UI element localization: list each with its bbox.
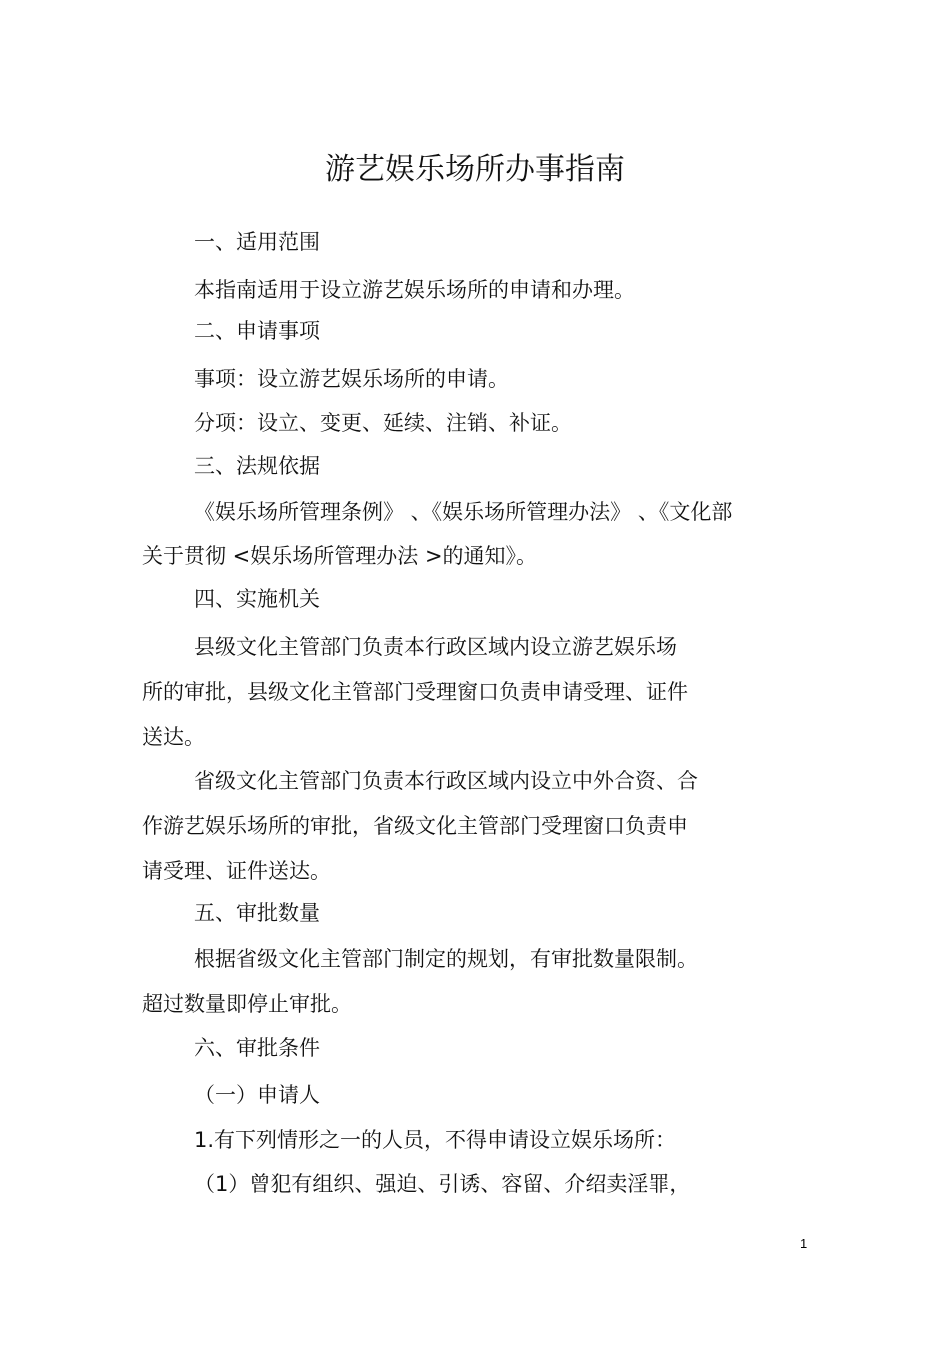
paragraph-line: 所的审批，县级文化主管部门受理窗口负责申请受理、证件 [142,680,688,704]
paragraph-line: 县级文化主管部门负责本行政区域内设立游艺娱乐场 [194,635,677,659]
paragraph-line: 根据省级文化主管部门制定的规划，有审批数量限制。 [194,947,698,971]
paragraph-line: 送达。 [142,725,205,749]
paragraph-line: （1）曾犯有组织、强迫、引诱、容留、介绍卖淫罪， [194,1172,691,1196]
paragraph-line: 《娱乐场所管理条例》 、《娱乐场所管理办法》 、《文化部 [194,500,733,524]
page-number: 1 [800,1236,808,1251]
section-heading-quantity: 五、审批数量 [194,901,320,925]
paragraph-line: 省级文化主管部门负责本行政区域内设立中外合资、合 [194,769,698,793]
document-title: 游艺娱乐场所办事指南 [325,152,625,187]
section-heading-scope: 一、适用范围 [194,230,320,254]
section-heading-authority: 四、实施机关 [194,587,320,611]
section-heading-conditions: 六、审批条件 [194,1036,320,1060]
paragraph-line: 作游艺娱乐场所的审批，省级文化主管部门受理窗口负责申 [142,814,688,838]
paragraph-line: 1.有下列情形之一的人员，不得申请设立娱乐场所： [194,1128,677,1152]
section-heading-legal-basis: 三、法规依据 [194,454,320,478]
paragraph-line: 请受理、证件送达。 [142,859,331,883]
paragraph-line: 事项：设立游艺娱乐场所的申请。 [194,367,509,391]
section-heading-items: 二、申请事项 [194,319,320,343]
subsection-heading-applicant: （一）申请人 [194,1083,320,1107]
paragraph-line: 分项：设立、变更、延续、注销、补证。 [194,411,572,435]
paragraph-line: 关于贯彻 <娱乐场所管理办法 >的通知》。 [142,544,538,568]
paragraph-line: 本指南适用于设立游艺娱乐场所的申请和办理。 [194,278,635,302]
paragraph-line: 超过数量即停止审批。 [142,992,352,1016]
